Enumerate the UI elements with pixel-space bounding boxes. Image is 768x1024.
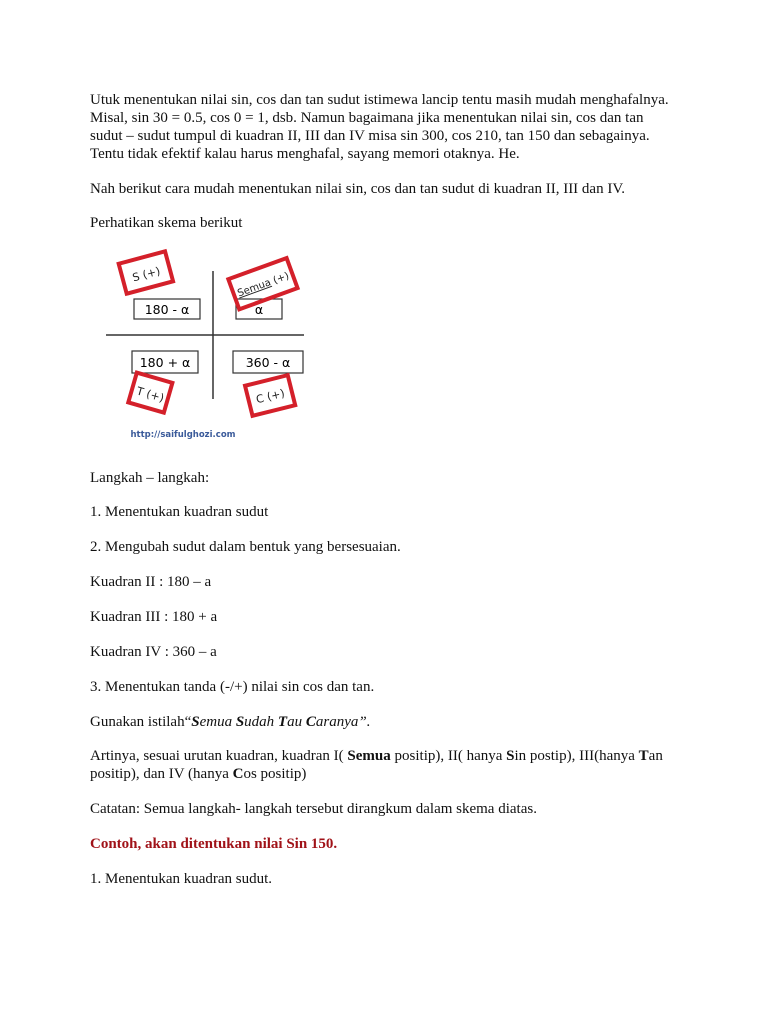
mnemonic-t: T <box>277 714 288 730</box>
mnemonic-suffix: ”. <box>358 714 371 730</box>
q3-formula-box <box>132 351 198 373</box>
quadrant-sign-diagram <box>100 243 320 445</box>
q3-formula: 180 + α <box>139 355 191 370</box>
artinya-line-2 <box>90 765 690 783</box>
kuadran-ii: Kuadran II : 180 – a <box>90 574 212 590</box>
intro-line-2: Misal, sin 30 = 0.5, cos 0 = 1, dsb. Namun bagaimana jika menentukan nilai sin, cos dan tan <box>90 110 644 126</box>
artinya-s: S <box>506 748 515 764</box>
intro-line-1: Utuk menentukan nilai sin, cos dan tan sudut istimewa lancip tentu masih mudah menghafalnya. <box>90 92 669 108</box>
mnemonic-aranya: aranya <box>315 714 359 730</box>
mnemonic-prefix: Gunakan istilah“ <box>90 714 192 730</box>
q1-sign-word: Semua <box>236 277 273 300</box>
q3-sign-box <box>128 373 172 413</box>
kuadran-iv: Kuadran IV : 360 – a <box>90 644 217 660</box>
artinya-e: positip), dan IV (hanya <box>90 766 233 782</box>
q4-sign-box <box>245 375 295 416</box>
paragraph-quadrants: Nah berikut cara mudah menentukan nilai sin, cos dan tan sudut di kuadran II, III dan IV. <box>90 181 625 197</box>
q4-formula-box <box>233 351 303 373</box>
mnemonic-c: C <box>305 714 316 730</box>
step-3: 3. Menentukan tanda (-/+) nilai sin cos dan tan. <box>90 679 375 695</box>
intro-line-3: sudut – sudut tumpul di kuadran II, III dan IV misa sin 300, cos 210, tan 150 dan sebagainya. <box>90 128 650 144</box>
q3-sign: T (+) <box>135 384 166 405</box>
mnemonic-s: S <box>191 714 200 730</box>
artinya-f: os positip) <box>243 766 307 782</box>
artinya-t: T <box>638 748 649 764</box>
q4-sign: C (+) <box>254 386 286 407</box>
q2-formula: 180 - α <box>144 302 190 317</box>
q1-formula: α <box>254 302 264 317</box>
artinya-semua: Semua <box>347 748 391 764</box>
contoh-heading: Contoh, akan ditentukan nilai Sin 150. <box>90 836 338 852</box>
artinya-c: in postip), III(hanya <box>514 748 639 764</box>
q2-sign: S (+) <box>131 264 162 285</box>
artinya-c-bold: C <box>232 766 244 782</box>
mnemonic-au: au <box>287 714 306 730</box>
step-2: 2. Mengubah sudut dalam bentuk yang bersesuaian. <box>90 539 401 555</box>
mnemonic-emua: emua <box>199 714 236 730</box>
intro-line-4: Tentu tidak efektif kalau harus menghafal, sayang memori otaknya. He. <box>90 146 520 162</box>
kuadran-iii: Kuadran III : 180 + a <box>90 609 218 625</box>
figure-source-url: http://saifulghozi.com <box>130 430 236 440</box>
q4-formula: 360 - α <box>245 355 291 370</box>
step-1: 1. Menentukan kuadran sudut <box>90 504 269 520</box>
q2-sign-box <box>119 251 173 293</box>
contoh-step-1: 1. Menentukan kuadran sudut. <box>90 871 273 887</box>
catatan: Catatan: Semua langkah- langkah tersebut dirangkum dalam skema diatas. <box>90 801 537 817</box>
paragraph-scheme-intro: Perhatikan skema berikut <box>90 215 243 231</box>
mnemonic-line <box>90 713 690 731</box>
q1-sign-tail: (+) <box>268 270 291 288</box>
mnemonic-s2: S <box>235 714 245 730</box>
artinya-line-1 <box>90 747 690 765</box>
artinya-b: positip), II( hanya <box>390 748 507 764</box>
steps-heading: Langkah – langkah: <box>90 470 210 486</box>
mnemonic-udah: udah <box>244 714 278 730</box>
artinya-d: an <box>648 748 663 764</box>
artinya-a: Artinya, sesuai urutan kuadran, kuadran I( <box>90 748 348 764</box>
q2-formula-box <box>134 299 200 319</box>
